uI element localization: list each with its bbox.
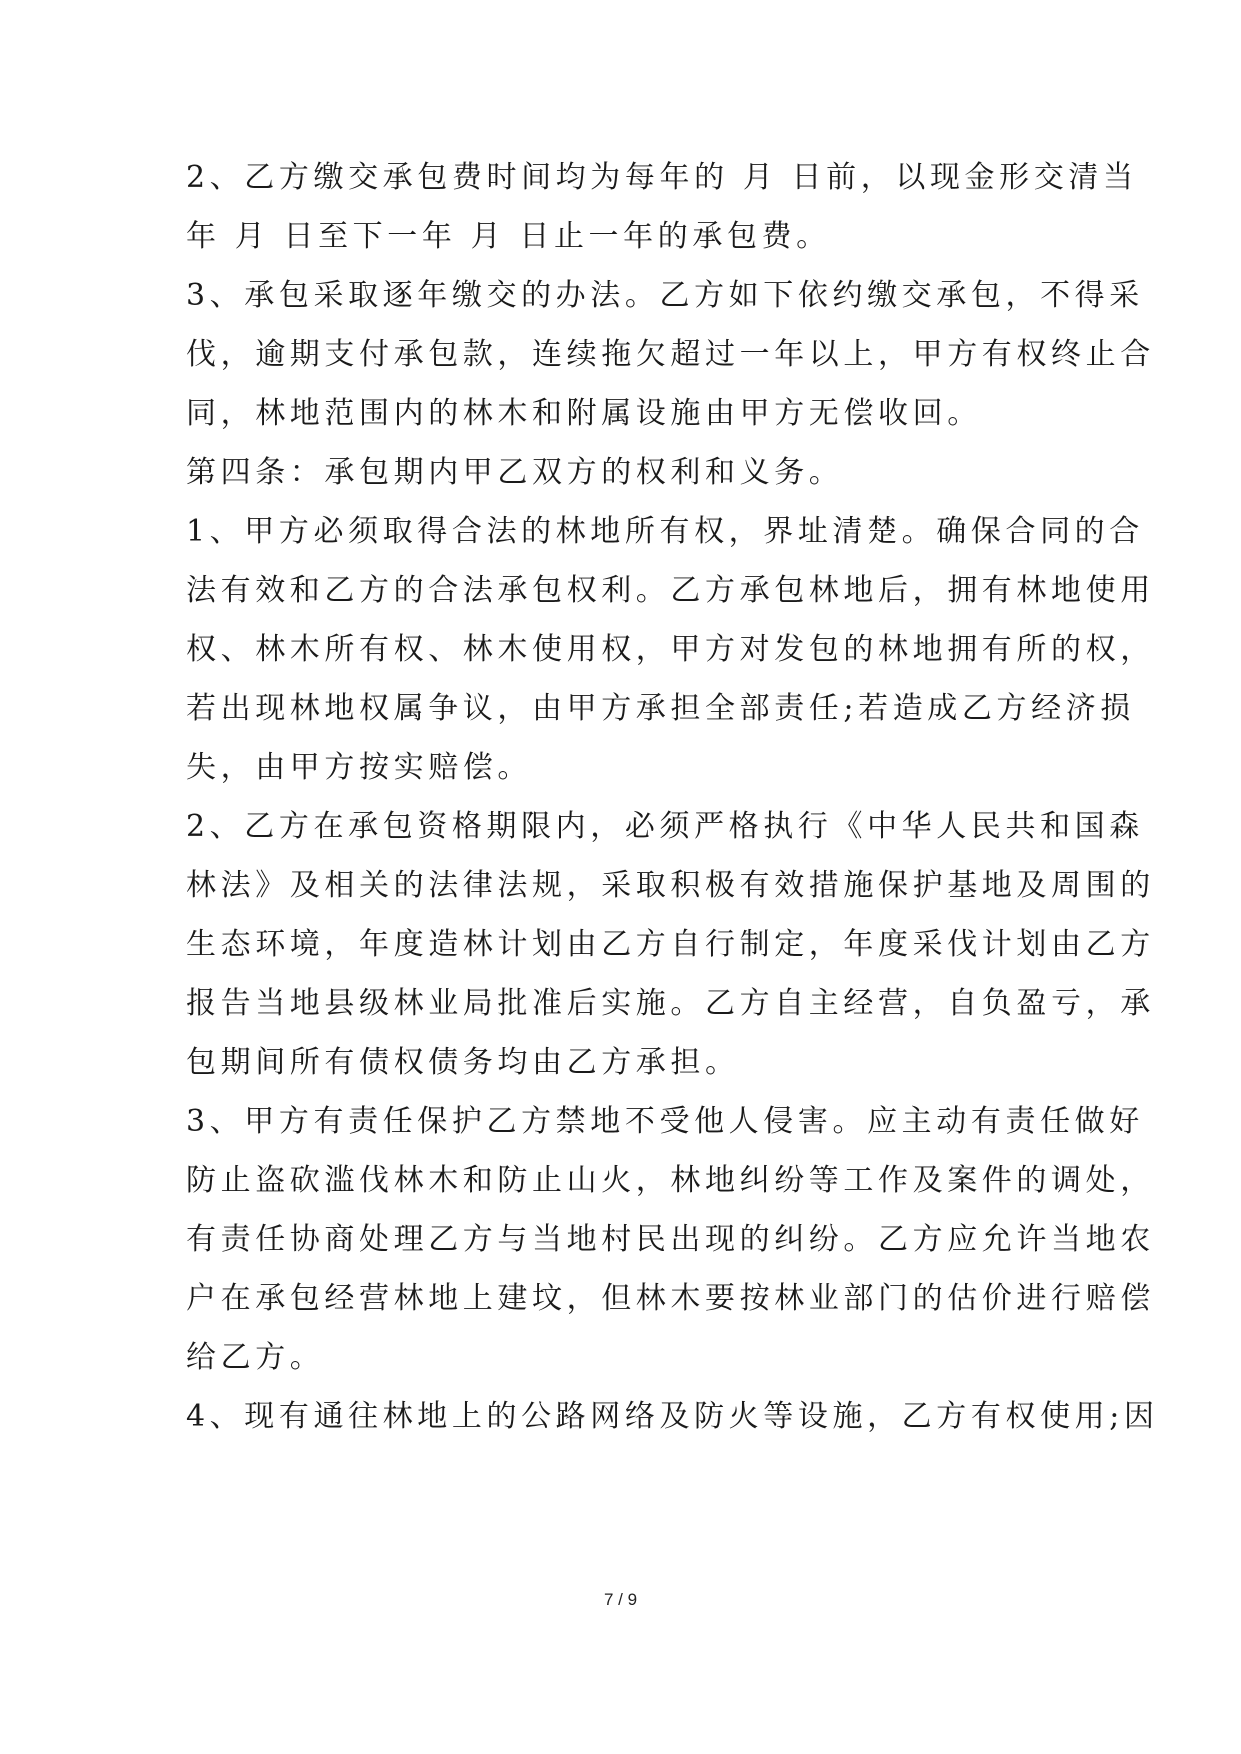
text-line: 给乙方。 — [186, 1340, 325, 1375]
section-heading: 第四条：承包期内甲乙双方的权利和义务。 — [186, 455, 844, 490]
text-line: 3、承包采取逐年缴交的办法。乙方如下依约缴交承包，不得采 — [186, 278, 1144, 313]
text-line: 有责任协商处理乙方与当地村民出现的纠纷。乙方应允许当地农 — [186, 1222, 1155, 1257]
text-line: 失，由甲方按实赔偿。 — [186, 750, 532, 785]
text-line: 生态环境，年度造林计划由乙方自行制定，年度采伐计划由乙方 — [186, 927, 1155, 962]
text-line: 年 月 日至下一年 月 日止一年的承包费。 — [186, 219, 831, 254]
text-line: 户在承包经营林地上建坟，但林木要按林业部门的估价进行赔偿 — [186, 1281, 1155, 1316]
text-line: 法有效和乙方的合法承包权利。乙方承包林地后，拥有林地使用 — [186, 573, 1155, 608]
text-line: 2、乙方缴交承包费时间均为每年的 月 日前，以现金形交清当 — [186, 160, 1138, 195]
text-line: 伐，逾期支付承包款，连续拖欠超过一年以上，甲方有权终止合 — [186, 337, 1155, 372]
text-line: 包期间所有债权债务均由乙方承担。 — [186, 1045, 740, 1080]
text-line: 林法》及相关的法律法规，采取积极有效措施保护基地及周围的 — [186, 868, 1155, 903]
text-line: 防止盗砍滥伐林木和防止山火，林地纠纷等工作及案件的调处， — [186, 1163, 1155, 1198]
text-line: 同，林地范围内的林木和附属设施由甲方无偿收回。 — [186, 396, 982, 431]
text-line: 4、现有通往林地上的公路网络及防火等设施，乙方有权使用;因 — [186, 1399, 1159, 1434]
text-line: 2、乙方在承包资格期限内，必须严格执行《中华人民共和国森 — [186, 809, 1144, 844]
text-line: 报告当地县级林业局批准后实施。乙方自主经营，自负盈亏，承 — [186, 986, 1155, 1021]
text-line: 若出现林地权属争议，由甲方承担全部责任;若造成乙方经济损 — [186, 691, 1135, 726]
text-line: 1、甲方必须取得合法的林地所有权，界址清楚。确保合同的合 — [186, 514, 1144, 549]
page-number: 7 / 9 — [603, 1590, 638, 1609]
text-line: 3、甲方有责任保护乙方禁地不受他人侵害。应主动有责任做好 — [186, 1104, 1144, 1139]
text-line: 权、林木所有权、林木使用权，甲方对发包的林地拥有所的权， — [186, 632, 1155, 667]
